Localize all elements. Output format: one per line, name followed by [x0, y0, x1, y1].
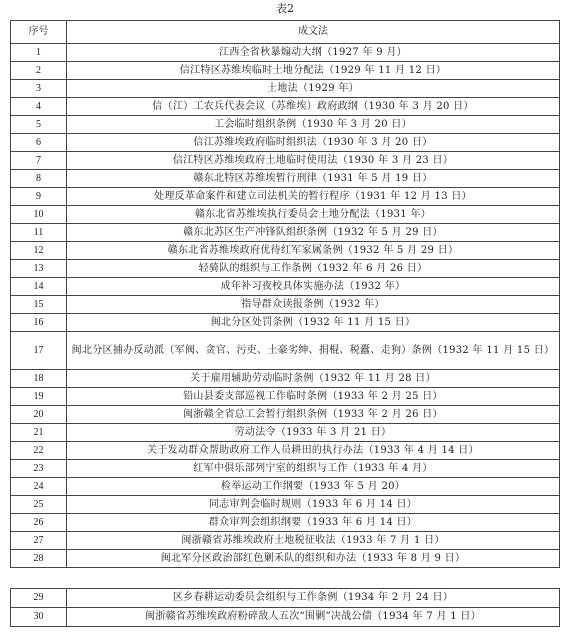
- table-row: [11, 478, 560, 496]
- row-number: 2: [11, 62, 67, 80]
- law-title: 红军中俱乐部列宁室的组织与工作（1933 年 4 月）: [67, 460, 560, 478]
- row-number: 8: [11, 170, 67, 188]
- column-header-number: 序号: [11, 21, 67, 44]
- table-row: [11, 152, 560, 170]
- table-row: [11, 589, 560, 608]
- table-row: [11, 134, 560, 152]
- law-title: 赣东北特区苏维埃暂行刑律（1931 年 5 月 19 日）: [67, 170, 560, 188]
- row-number: 5: [11, 116, 67, 134]
- law-title: 成年补习夜校具体实施办法（1932 年）: [67, 278, 560, 296]
- law-title: 赣东北苏区生产冲锋队组织条例（1932 年 5 月 29 日）: [67, 224, 560, 242]
- law-title: 信江特区苏维埃临时土地分配法（1929 年 11 月 12 日）: [67, 62, 560, 80]
- law-title: 铅山县委支部巡视工作临时条例（1933 年 2 月 25 日）: [67, 388, 560, 406]
- table-row: [11, 442, 560, 460]
- law-title: 劳动法令（1933 年 3 月 21 日）: [67, 424, 560, 442]
- table-header-row: [11, 21, 560, 44]
- law-title: 群众审判会组织纲要（1933 年 6 月 14 日）: [67, 514, 560, 532]
- law-title: 区乡春耕运动委员会组织与工作条例（1934 年 2 月 24 日）: [67, 589, 560, 608]
- row-number: 11: [11, 224, 67, 242]
- table-caption: 表2: [276, 2, 294, 15]
- row-number: 12: [11, 242, 67, 260]
- table-row: [11, 80, 560, 98]
- row-number: 25: [11, 496, 67, 514]
- table-row: [11, 424, 560, 442]
- table-row: [11, 188, 560, 206]
- row-number: 21: [11, 424, 67, 442]
- row-number: 20: [11, 406, 67, 424]
- law-title: 信江特区苏维埃政府土地临时使用法（1930 年 3 月 23 日）: [67, 152, 560, 170]
- law-title: 检举运动工作纲要（1933 年 5 月 20）: [67, 478, 560, 496]
- law-title: 闽浙赣省苏维埃政府粉碎敌人五次“围剿”决战公债（1934 年 7 月 1 日）: [67, 608, 560, 627]
- law-title: 信江苏维埃政府临时组织法（1930 年 3 月 20 日）: [67, 134, 560, 152]
- row-number: 28: [11, 550, 67, 568]
- row-number: 22: [11, 442, 67, 460]
- row-number: 27: [11, 532, 67, 550]
- row-number: 10: [11, 206, 67, 224]
- row-number: 6: [11, 134, 67, 152]
- law-title: 土地法（1929 年）: [67, 80, 560, 98]
- law-title: 闽浙赣全省总工会暂行组织条例（1933 年 2 月 26 日）: [67, 406, 560, 424]
- laws-table-continued-body: [11, 589, 560, 627]
- row-number: 9: [11, 188, 67, 206]
- law-title: 赣东北省苏维埃政府优待红军家属条例（1932 年 5 月 29 日）: [67, 242, 560, 260]
- laws-table: [10, 20, 560, 568]
- table-row: [11, 608, 560, 627]
- table-row: [11, 62, 560, 80]
- table-row: [11, 532, 560, 550]
- law-title: 信（江）工农兵代表会议（苏维埃）政府政纲（1930 年 3 月 20 日）: [67, 98, 560, 116]
- table-row: [11, 496, 560, 514]
- law-title: 关于雇用辅助劳动临时条例（1932 年 11 月 28 日）: [67, 370, 560, 388]
- law-title: 同志审判会临时规则（1933 年 6 月 14 日）: [67, 496, 560, 514]
- row-number: 29: [11, 589, 67, 608]
- row-number: 19: [11, 388, 67, 406]
- row-number: 18: [11, 370, 67, 388]
- row-number: 23: [11, 460, 67, 478]
- row-number: 3: [11, 80, 67, 98]
- row-number: 4: [11, 98, 67, 116]
- row-number: 17: [11, 332, 67, 370]
- table-row: [11, 98, 560, 116]
- table-row: [11, 332, 560, 370]
- law-title: 轻骑队的组织与工作条例（1932 年 6 月 26 日）: [67, 260, 560, 278]
- law-title: 闽北分区处罚条例（1932 年 11 月 15 日）: [67, 314, 560, 332]
- table-row: [11, 388, 560, 406]
- table-row: [11, 242, 560, 260]
- table-row: [11, 278, 560, 296]
- row-number: 1: [11, 44, 67, 62]
- row-number: 14: [11, 278, 67, 296]
- law-title: 闽北军分区政治部红色剿禾队的组织和办法（1933 年 8 月 9 日）: [67, 550, 560, 568]
- table-row: [11, 550, 560, 568]
- law-title: 闽北分区捕办反动派（军阀、贪官、污吏、土豪劣绅、捐棍、税蠹、走狗）条例（1932 年 11 月 15 日）: [67, 332, 560, 370]
- law-title: 闽浙赣省苏维埃政府土地税征收法（1933 年 7 月 1 日）: [67, 532, 560, 550]
- table-row: [11, 260, 560, 278]
- law-title: 工会临时组织条例（1930 年 3 月 20 日）: [67, 116, 560, 134]
- row-number: 30: [11, 608, 67, 627]
- law-title: 赣东北省苏维埃执行委员会土地分配法（1931 年）: [67, 206, 560, 224]
- table-row: [11, 296, 560, 314]
- row-number: 16: [11, 314, 67, 332]
- law-title: 指导群众读报条例（1932 年）: [67, 296, 560, 314]
- table-row: [11, 206, 560, 224]
- row-number: 7: [11, 152, 67, 170]
- row-number: 15: [11, 296, 67, 314]
- table-row: [11, 514, 560, 532]
- table-row: [11, 314, 560, 332]
- table-row: [11, 460, 560, 478]
- table-row: [11, 170, 560, 188]
- law-title: 关于发动群众帮助政府工作人员耕田的执行办法（1933 年 4 月 14 日）: [67, 442, 560, 460]
- laws-table-continued: [10, 588, 560, 627]
- table-row: [11, 370, 560, 388]
- row-number: 26: [11, 514, 67, 532]
- table-row: [11, 224, 560, 242]
- table-row: [11, 44, 560, 62]
- table-row: [11, 116, 560, 134]
- column-header-law: 成文法: [67, 21, 560, 44]
- law-title: 处理反革命案件和建立司法机关的暂行程序（1931 年 12 月 13 日）: [67, 188, 560, 206]
- row-number: 13: [11, 260, 67, 278]
- row-number: 24: [11, 478, 67, 496]
- laws-table-body: [11, 44, 560, 568]
- law-title: 江西全省秋暴煽动大纲（1927 年 9 月）: [67, 44, 560, 62]
- table-row: [11, 406, 560, 424]
